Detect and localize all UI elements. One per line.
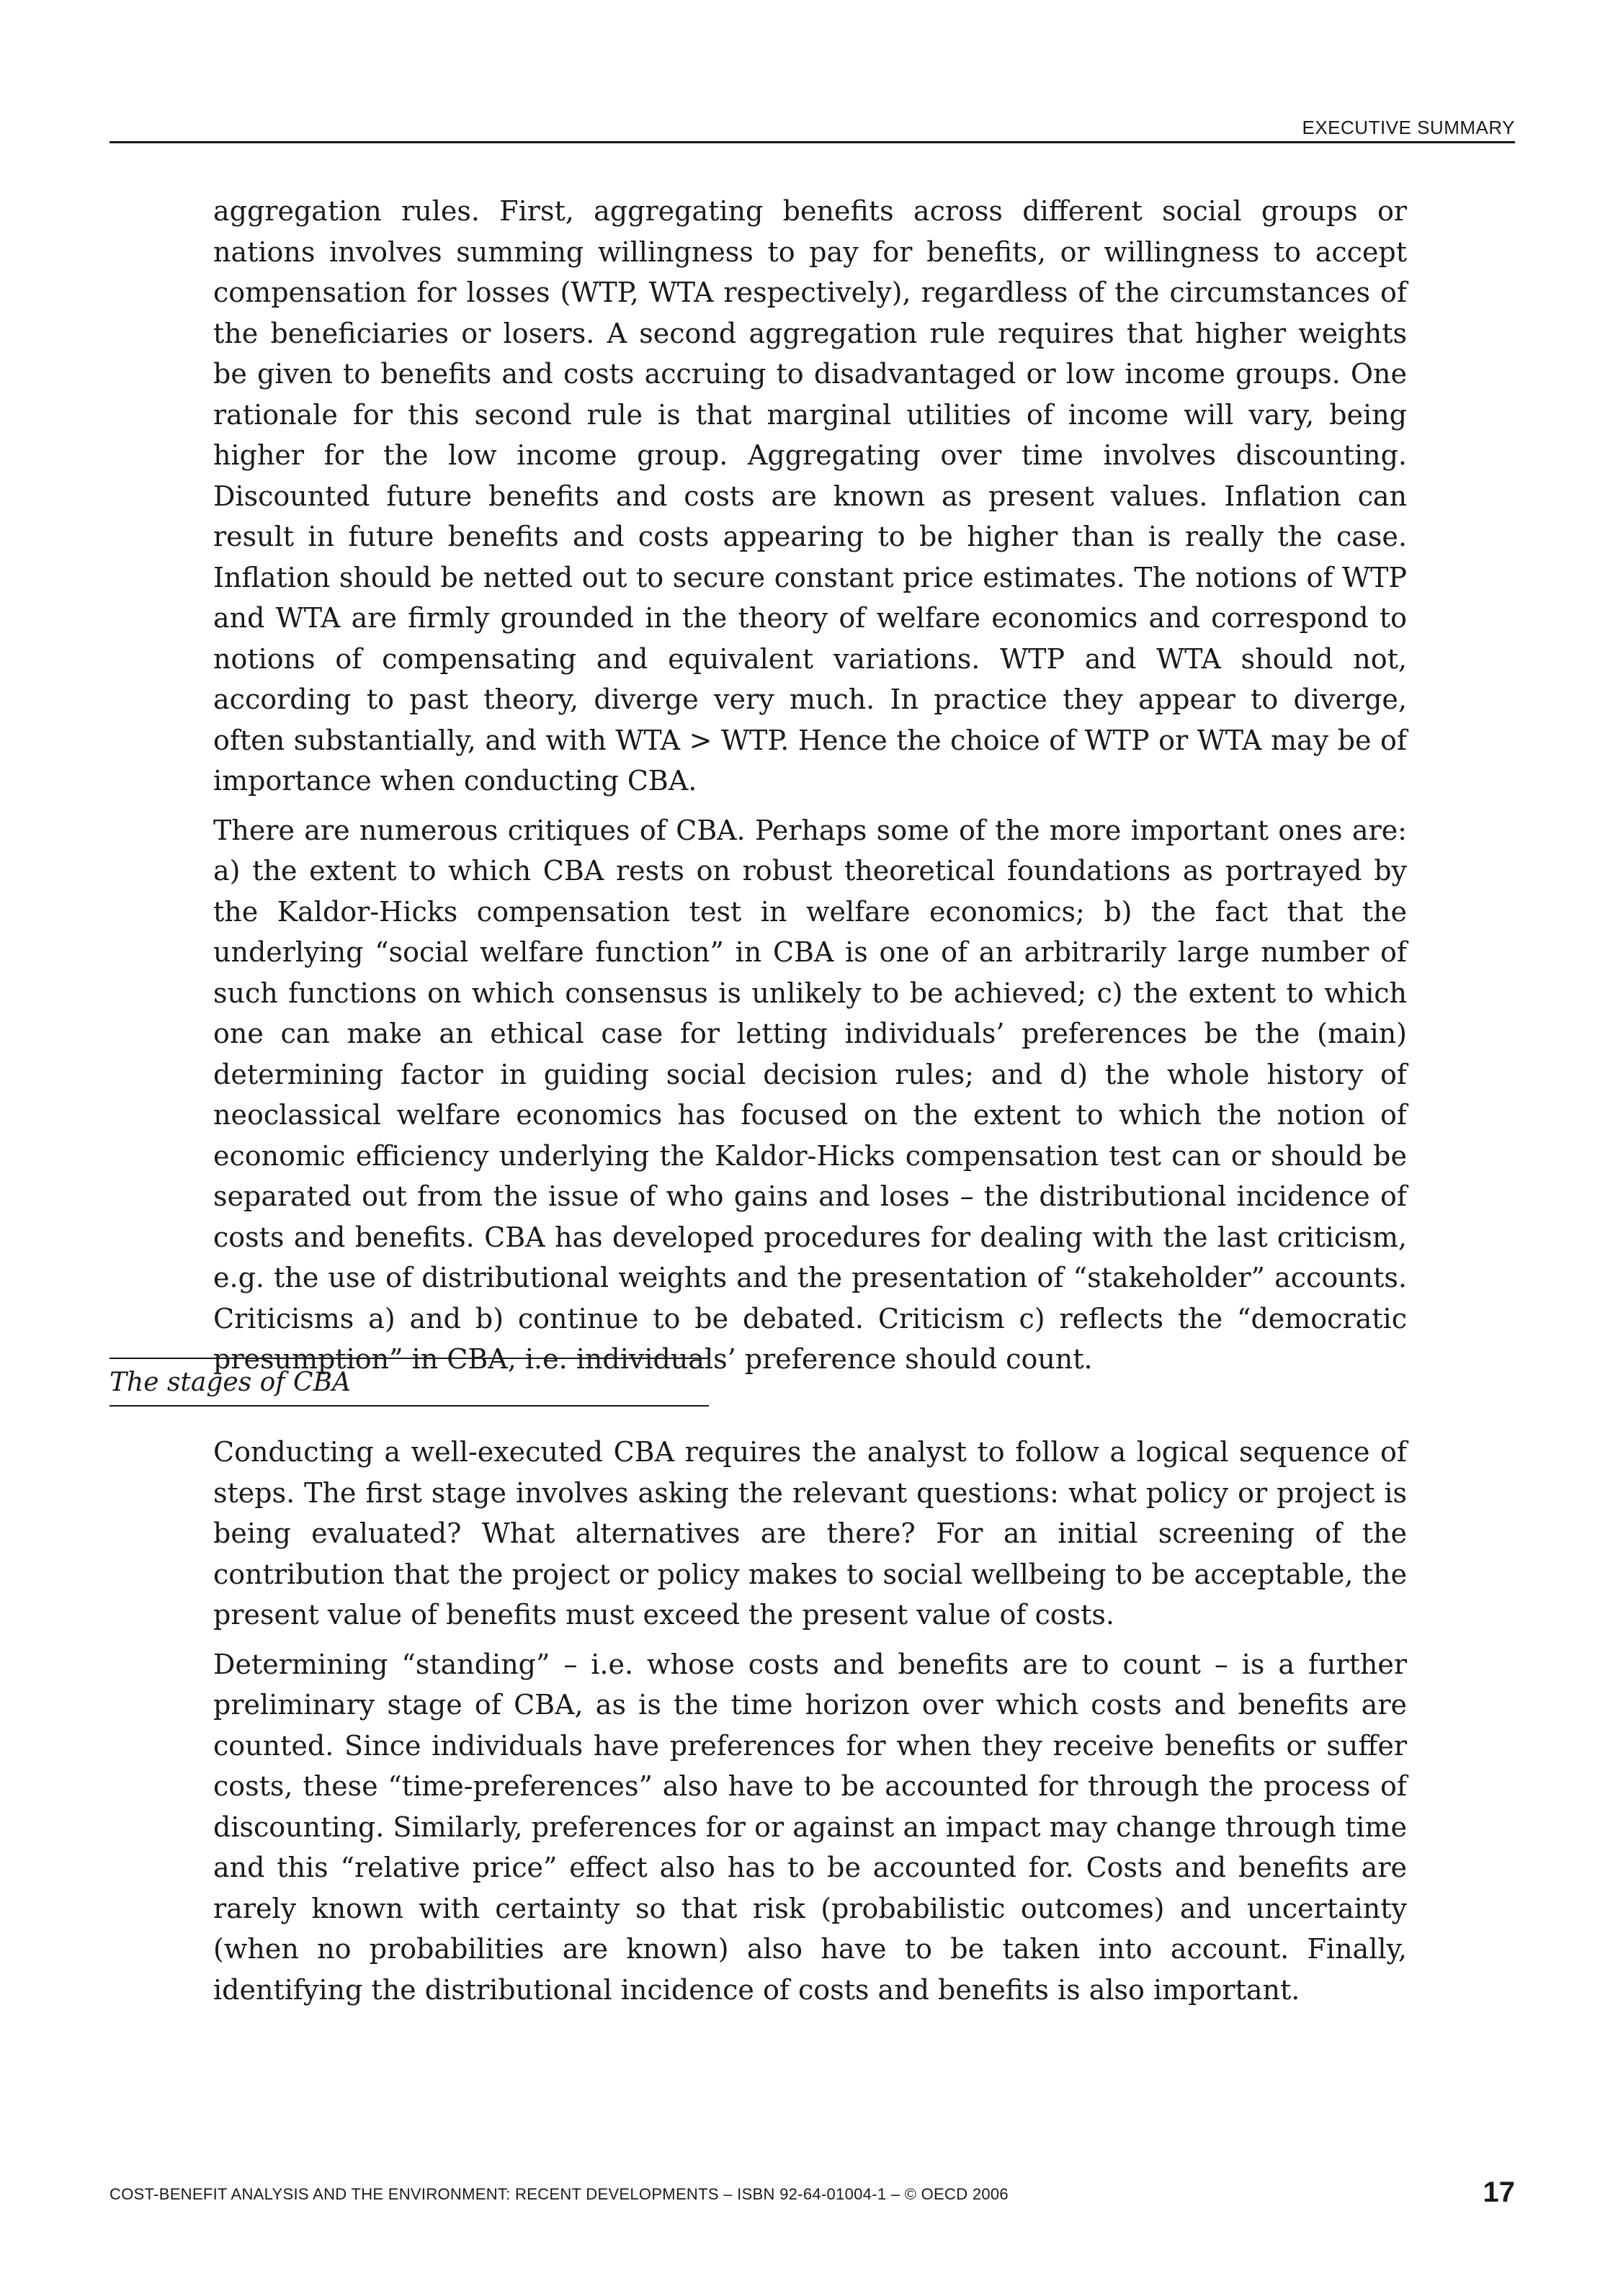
page-number: 17 bbox=[1483, 2176, 1515, 2208]
paragraph-aggregation-rules: aggregation rules. First, aggregating benefits across different social groups or nations involves summing willingness to pay for benefits, or willingness to accept compensation for losses (WTP, WTA respectively), regardless of the circumstances of the beneficiaries or losers. A second aggregation rule requires that higher weights be given to benefits and costs accruing to disadvantaged or low income groups. One rationale for this second rule is that marginal utilities of income will vary, being higher for the low income group. Aggregating over time involves discounting. Discounted future benefits and costs are known as present values. Inflation can result in future benefits and costs appearing to be higher than is really the case. Inflation should be netted out to secure constant price estimates. The notions of WTP and WTA are firmly grounded in the theory of welfare economics and correspond to notions of compensating and equivalent variations. WTP and WTA should not, according to past theory, diverge very much. In practice they appear to diverge, often substantially, and with WTA > WTP. Hence the choice of WTP or WTA may be of importance when conducting CBA. bbox=[213, 195, 1407, 797]
paragraph-determining-standing: Determining “standing” – i.e. whose costs and benefits are to count – is a further preliminary stage of CBA, as is the time horizon over which costs and benefits are counted. Since individuals have preferences for when they receive benefits or suffer costs, these “time-preferences” also have to be accounted for through the process of discounting. Similarly, preferences for or against an impact may change through time and this “relative price” effect also has to be accounted for. Costs and benefits are rarely known with certainty so that risk (probabilistic outcomes) and uncertainty (when no probabilities are known) also have to be taken into account. Finally, identifying the distributional incidence of costs and benefits is also important. bbox=[213, 1648, 1407, 2006]
body-bottom bbox=[213, 1432, 1407, 2019]
header-rule bbox=[109, 141, 1515, 143]
body-top bbox=[213, 191, 1407, 1389]
running-header: EXECUTIVE SUMMARY bbox=[1302, 117, 1515, 138]
paragraph-conducting-cba: Conducting a well-executed CBA requires the analyst to follow a logical sequence of steps. The first stage involves asking the relevant questions: what policy or project is being evaluated? What alternatives are there? For an initial screening of the contribution that the project or policy makes to social wellbeing to be acceptable, the present value of benefits must exceed the present value of costs. bbox=[213, 1436, 1407, 1631]
footer-citation: COST-BENEFIT ANALYSIS AND THE ENVIRONMENT: RECENT DEVELOPMENTS – ISBN 92-64-01004-1 – © OECD 2006 bbox=[109, 2185, 1009, 2203]
section-heading-stages-of-cba: The stages of CBA bbox=[109, 1358, 709, 1407]
paragraph-cba-critiques: There are numerous critiques of CBA. Perhaps some of the more important ones are: a) the extent to which CBA rests on robust theoretical foundations as portrayed by the Kaldor-Hicks compensation test in welfare economics; b) the fact that the underlying “social welfare function” in CBA is one of an arbitrarily large number of such functions on which consensus is unlikely to be achieved; c) the extent to which one can make an ethical case for letting individuals’ preferences be the (main) determining factor in guiding social decision rules; and d) the whole history of neoclassical welfare economics has focused on the extent to which the notion of economic efficiency underlying the Kaldor-Hicks compensation test can or should be separated out from the issue of who gains and loses – the distributional incidence of costs and benefits. CBA has developed procedures for dealing with the last criticism, e.g. the use of distributional weights and the presentation of “stakeholder” accounts. Criticisms a) and b) continue to be debated. Criticism c) reflects the “democratic presumption” in CBA, i.e. individuals’ preference should count. bbox=[213, 814, 1407, 1375]
